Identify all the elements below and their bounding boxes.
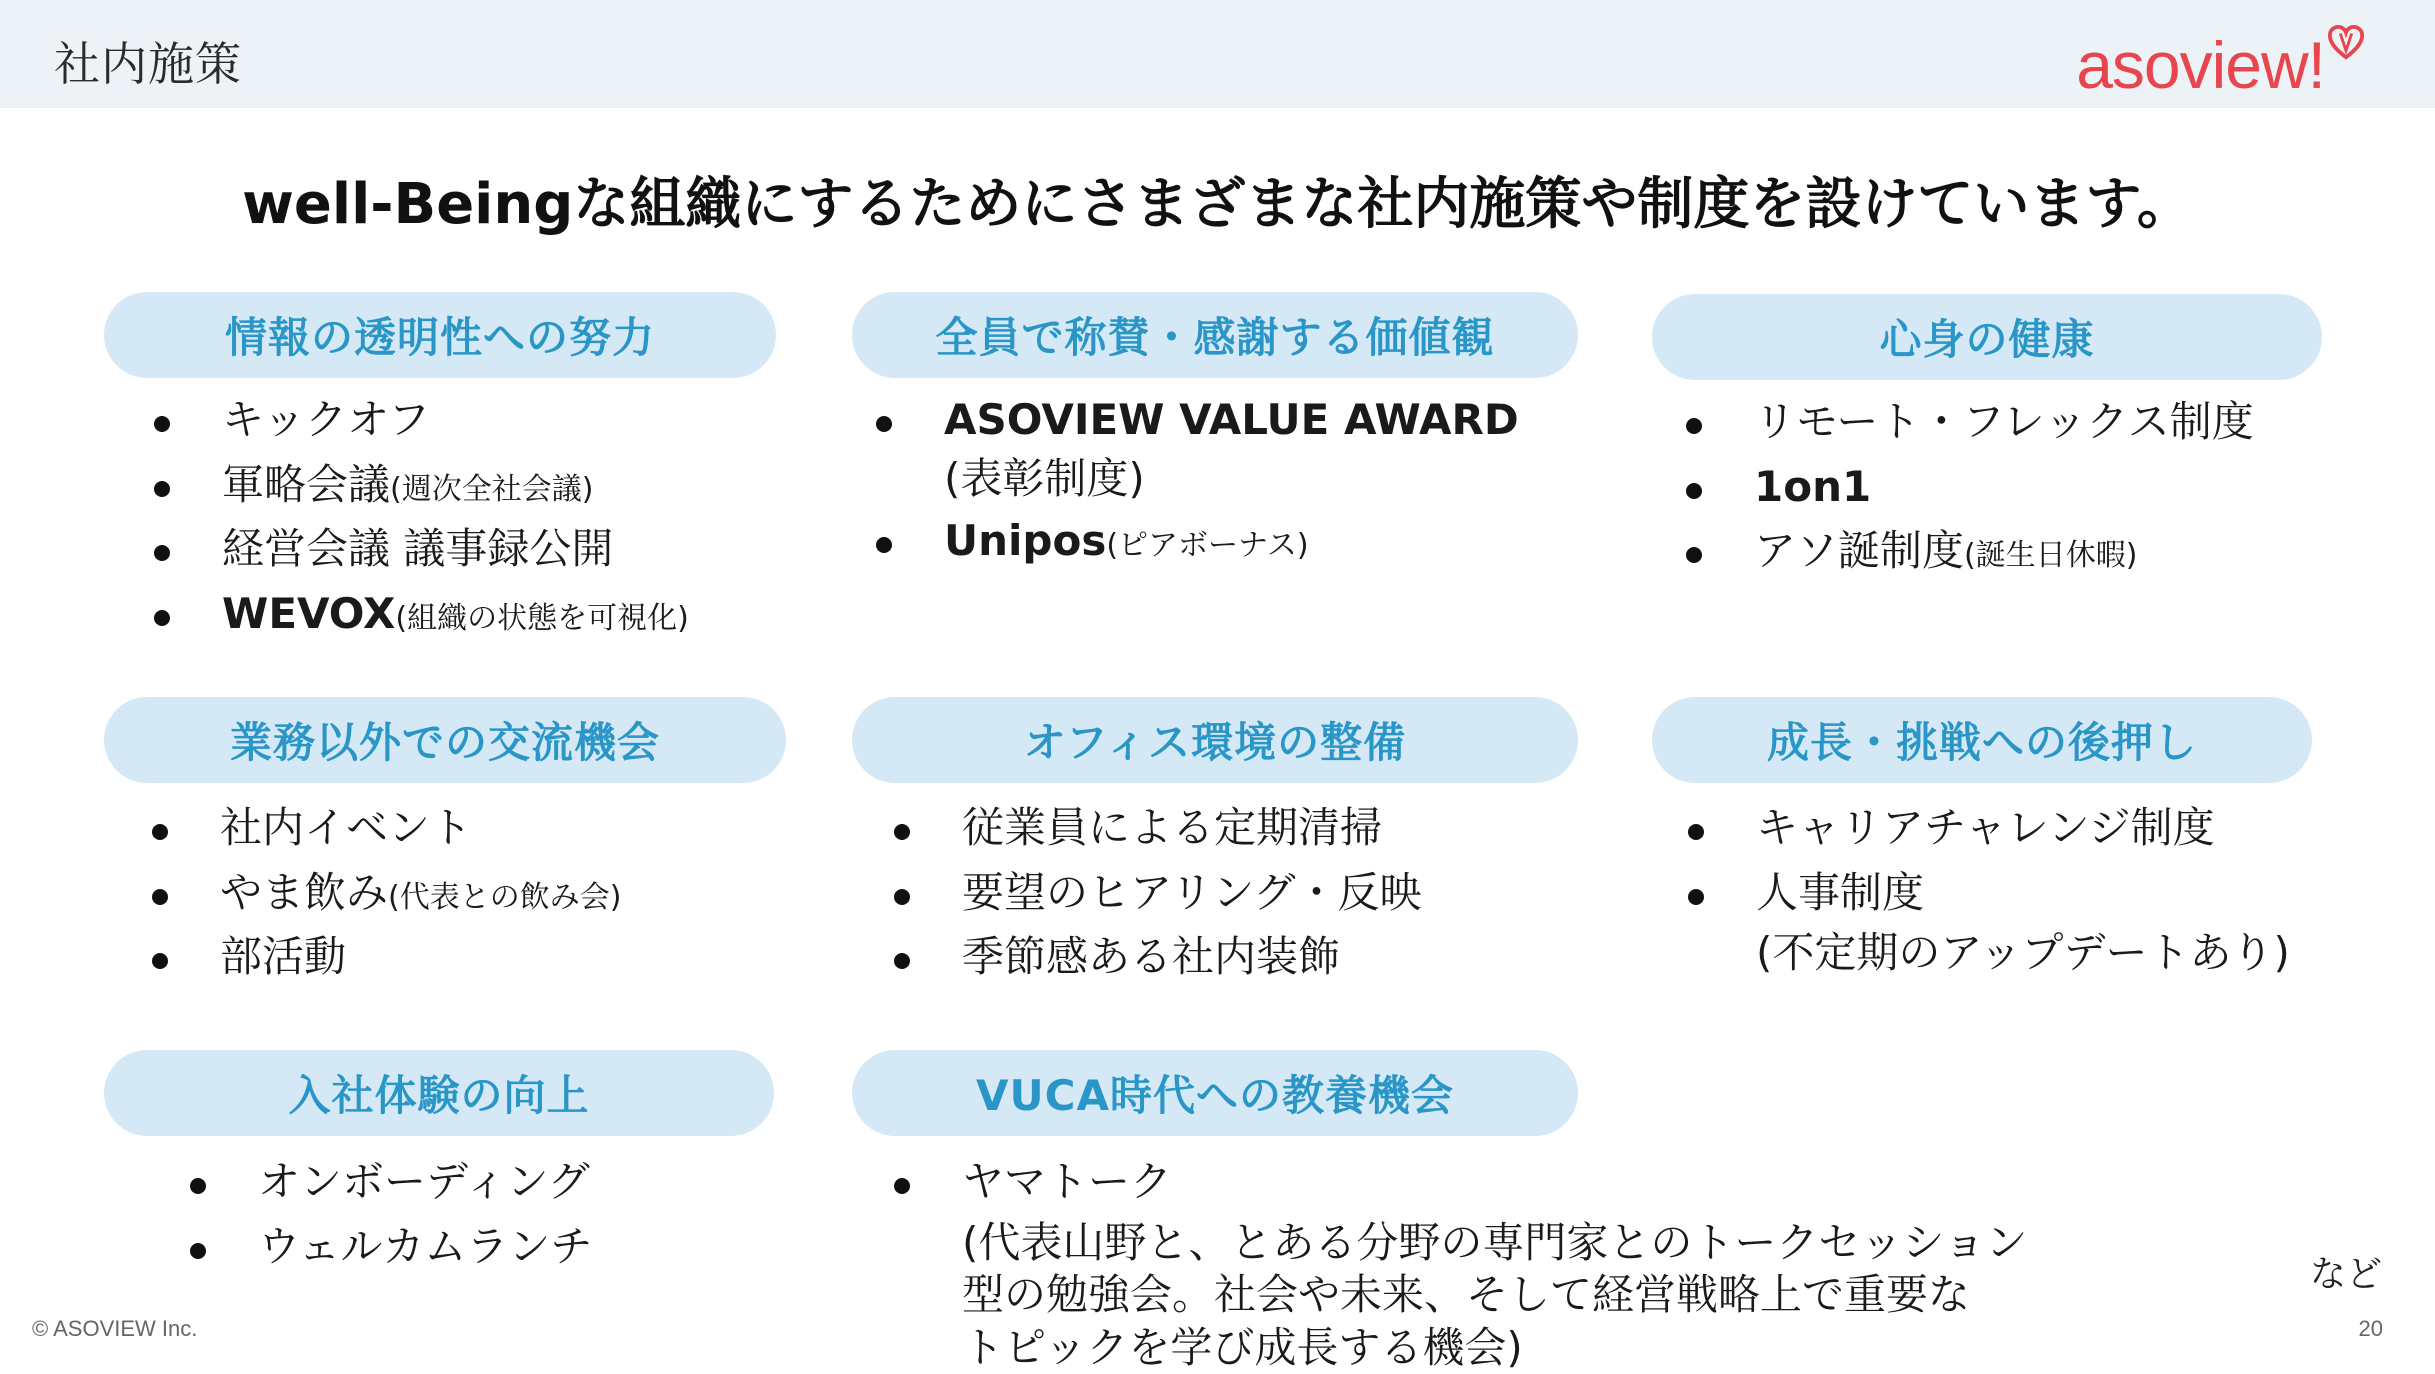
bullet-icon xyxy=(1686,483,1702,499)
list-item-note: (表彰制度) xyxy=(944,453,1519,506)
bullet-icon xyxy=(1688,889,1704,905)
bullet-icon xyxy=(190,1178,206,1194)
section-title-growth: 成長・挑戦への後押し xyxy=(1652,697,2312,783)
section-list-appreciation xyxy=(944,394,1519,568)
bullet-icon xyxy=(876,416,892,432)
list-item-note: (代表山野と、とある分野の専門家とのトークセッション xyxy=(962,1217,2028,1270)
bullet-icon xyxy=(894,889,910,905)
slide-header xyxy=(0,0,2435,108)
bullet-icon xyxy=(894,953,910,969)
list-item-note: 型の勉強会。社会や未来、そして経営戦略上で重要な xyxy=(962,1269,2028,1322)
list-item: 1on1 xyxy=(1754,461,2254,514)
bullet-icon xyxy=(152,824,168,840)
list-item: ウェルカムランチ xyxy=(258,1221,592,1274)
bullet-icon xyxy=(894,1178,910,1194)
bullet-icon xyxy=(1686,418,1702,434)
section-title-health: 心身の健康 xyxy=(1652,294,2322,380)
bullet-icon xyxy=(894,824,910,840)
list-item: 従業員による定期清掃 xyxy=(962,802,1421,855)
bullet-icon xyxy=(154,416,170,432)
list-item: キャリアチャレンジ制度 xyxy=(1756,802,2290,855)
section-list-office xyxy=(962,802,1421,984)
section-title-office: オフィス環境の整備 xyxy=(852,697,1578,783)
list-item: 社内イベント xyxy=(220,802,621,855)
list-item: リモート・フレックス制度 xyxy=(1754,396,2254,449)
section-title-transparency: 情報の透明性への努力 xyxy=(104,292,776,378)
section-list-onboarding xyxy=(258,1156,592,1273)
list-item: 人事制度 xyxy=(1756,867,2290,920)
list-item: 要望のヒアリング・反映 xyxy=(962,867,1421,920)
page-number: 20 xyxy=(2359,1316,2383,1342)
logo-text: asoview! xyxy=(2076,32,2325,98)
section-title-vuca: VUCA時代への教養機会 xyxy=(852,1050,1578,1136)
copyright: © ASOVIEW Inc. xyxy=(32,1316,197,1342)
etc-label: など xyxy=(2310,1246,2382,1297)
section-title-social: 業務以外での交流機会 xyxy=(104,697,786,783)
list-item: WEVOX(組織の状態を可視化) xyxy=(222,588,689,641)
section-list-social xyxy=(220,802,621,984)
list-item: 部活動 xyxy=(220,931,621,984)
list-item: Unipos(ピアボーナス) xyxy=(944,515,1519,568)
list-item: 軍略会議(週次全社会議) xyxy=(222,459,689,512)
bullet-icon xyxy=(1688,824,1704,840)
bullet-icon xyxy=(876,537,892,553)
bullet-icon xyxy=(154,481,170,497)
list-item: アソ誕制度(誕生日休暇) xyxy=(1754,525,2254,578)
page-title: 社内施策 xyxy=(54,28,242,94)
brand-logo xyxy=(2076,18,2365,98)
bullet-icon xyxy=(190,1243,206,1259)
list-item: 季節感ある社内装飾 xyxy=(962,931,1421,984)
section-title-appreciation: 全員で称賛・感謝する価値観 xyxy=(852,292,1578,378)
list-item: ASOVIEW VALUE AWARD xyxy=(944,394,1519,447)
list-item: 経営会議 議事録公開 xyxy=(222,523,689,576)
bullet-icon xyxy=(152,953,168,969)
bullet-icon xyxy=(154,610,170,626)
bullet-icon xyxy=(1686,547,1702,563)
list-item: ヤマトーク xyxy=(962,1156,2028,1209)
bullet-icon xyxy=(152,889,168,905)
bullet-icon xyxy=(154,545,170,561)
list-item-note: (不定期のアップデートあり) xyxy=(1756,927,2290,980)
section-list-health xyxy=(1754,396,2254,578)
heart-icon xyxy=(2327,24,2365,62)
list-item: オンボーディング xyxy=(258,1156,592,1209)
section-list-transparency xyxy=(222,394,689,640)
lead-statement: well-Beingな組織にするためにさまざまな社内施策や制度を設けています。 xyxy=(0,160,2435,240)
list-item: キックオフ xyxy=(222,394,689,447)
section-list-vuca xyxy=(962,1156,2028,1374)
list-item: やま飲み(代表との飲み会) xyxy=(220,867,621,920)
section-title-onboarding: 入社体験の向上 xyxy=(104,1050,774,1136)
list-item-note: トピックを学び成長する機会) xyxy=(962,1322,2028,1374)
section-list-growth xyxy=(1756,802,2290,980)
